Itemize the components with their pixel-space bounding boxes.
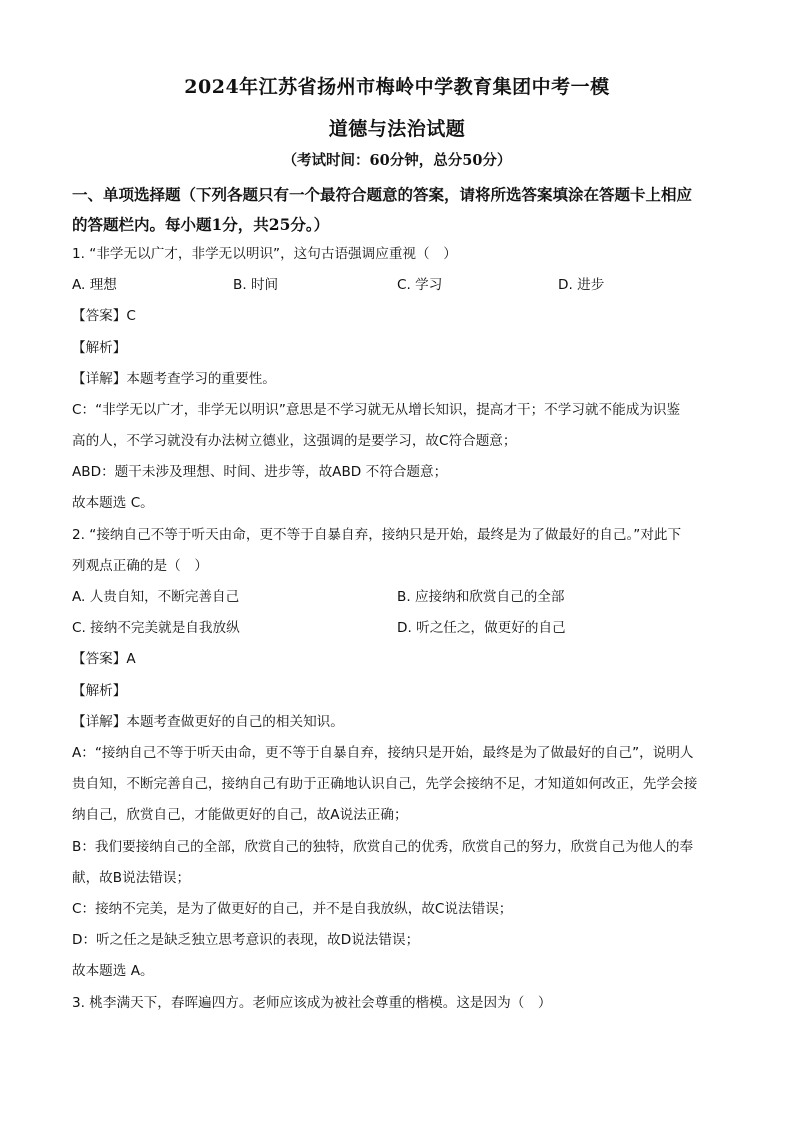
exam-title: 2024年江苏省扬州市梅岭中学教育集团中考一模	[184, 76, 610, 98]
q2-option-c: C. 接纳不完美就是自我放纵	[72, 620, 240, 636]
q1-explain-line: 高的人，不学习就没有办法树立德业，这强调的是要学习，故C符合题意；	[72, 433, 517, 449]
q1-explain-line: ABD：题干未涉及理想、时间、进步等，故ABD 不符合题意；	[72, 464, 448, 480]
q2-conclusion: 故本题选 A。	[72, 963, 154, 979]
q2-stem-line: 列观点正确的是（ ）	[72, 558, 208, 574]
q1-stem: 1. “非学无以广才，非学无以明识”，这句古语强调应重视（ ）	[72, 246, 457, 262]
q2-detail: 【详解】本题考查做更好的自己的相关知识。	[72, 714, 344, 730]
q2-explain-line: 纳自己，欣赏自己，才能做更好的自己，故A说法正确；	[72, 807, 408, 823]
q1-option-c: C. 学习	[397, 277, 443, 293]
q3-stem: 3. 桃李满天下，春晖遍四方。老师应该成为被社会尊重的楷模。这是因为（ ）	[72, 995, 552, 1011]
q2-explain-line: A：“接纳自己不等于听天由命，更不等于自暴自弃，接纳只是开始，最终是为了做最好的自己”，说明人	[72, 745, 694, 761]
q1-option-a: A. 理想	[72, 277, 117, 293]
exam-info: （考试时间：60分钟，总分50分）	[282, 152, 512, 169]
q1-option-d: D. 进步	[558, 277, 605, 293]
q2-stem-line: 2. “接纳自己不等于听天由命，更不等于自暴自弃，接纳只是开始，最终是为了做最好的自己。”对此下	[72, 527, 682, 543]
q1-answer: 【答案】C	[72, 308, 136, 324]
q2-explain-line: B：我们要接纳自己的全部，欣赏自己的独特，欣赏自己的优秀，欣赏自己的努力，欣赏自己为他人的奉	[72, 839, 694, 855]
q2-explain-line: D：听之任之是缺乏独立思考意识的表现，故D说法错误；	[72, 932, 420, 948]
subject-title: 道德与法治试题	[328, 118, 466, 140]
q2-explain-line: C：接纳不完美，是为了做更好的自己，并不是自我放纵，故C说法错误；	[72, 901, 513, 917]
section-heading-line-2: 的答题栏内。每小题1分，共25分。）	[72, 215, 330, 234]
q1-analysis-label: 【解析】	[72, 340, 127, 356]
q2-explain-line: 献，故B说法错误；	[72, 870, 191, 886]
section-heading-line-1: 一、单项选择题（下列各题只有一个最符合题意的答案，请将所选答案填涂在答题卡上相应	[72, 185, 693, 204]
q1-explain-line: C：“非学无以广才，非学无以明识”意思是不学习就无从增长知识，提高才干；不学习就不能成为识鉴	[72, 402, 681, 418]
q1-detail: 【详解】本题考查学习的重要性。	[72, 371, 276, 387]
q2-explain-line: 贵自知，不断完善自己，接纳自己有助于正确地认识自己，先学会接纳不足，才知道如何改正，先学会接	[72, 776, 698, 792]
q1-conclusion: 故本题选 C。	[72, 495, 154, 511]
q2-option-a: A. 人贵自知，不断完善自己	[72, 589, 240, 605]
section-heading	[72, 180, 724, 240]
q2-option-b: B. 应接纳和欣赏自己的全部	[397, 589, 565, 605]
q1-option-b: B. 时间	[233, 277, 279, 293]
q2-analysis-label: 【解析】	[72, 683, 127, 699]
q2-option-d: D. 听之任之，做更好的自己	[397, 620, 566, 636]
q2-answer: 【答案】A	[72, 651, 136, 667]
